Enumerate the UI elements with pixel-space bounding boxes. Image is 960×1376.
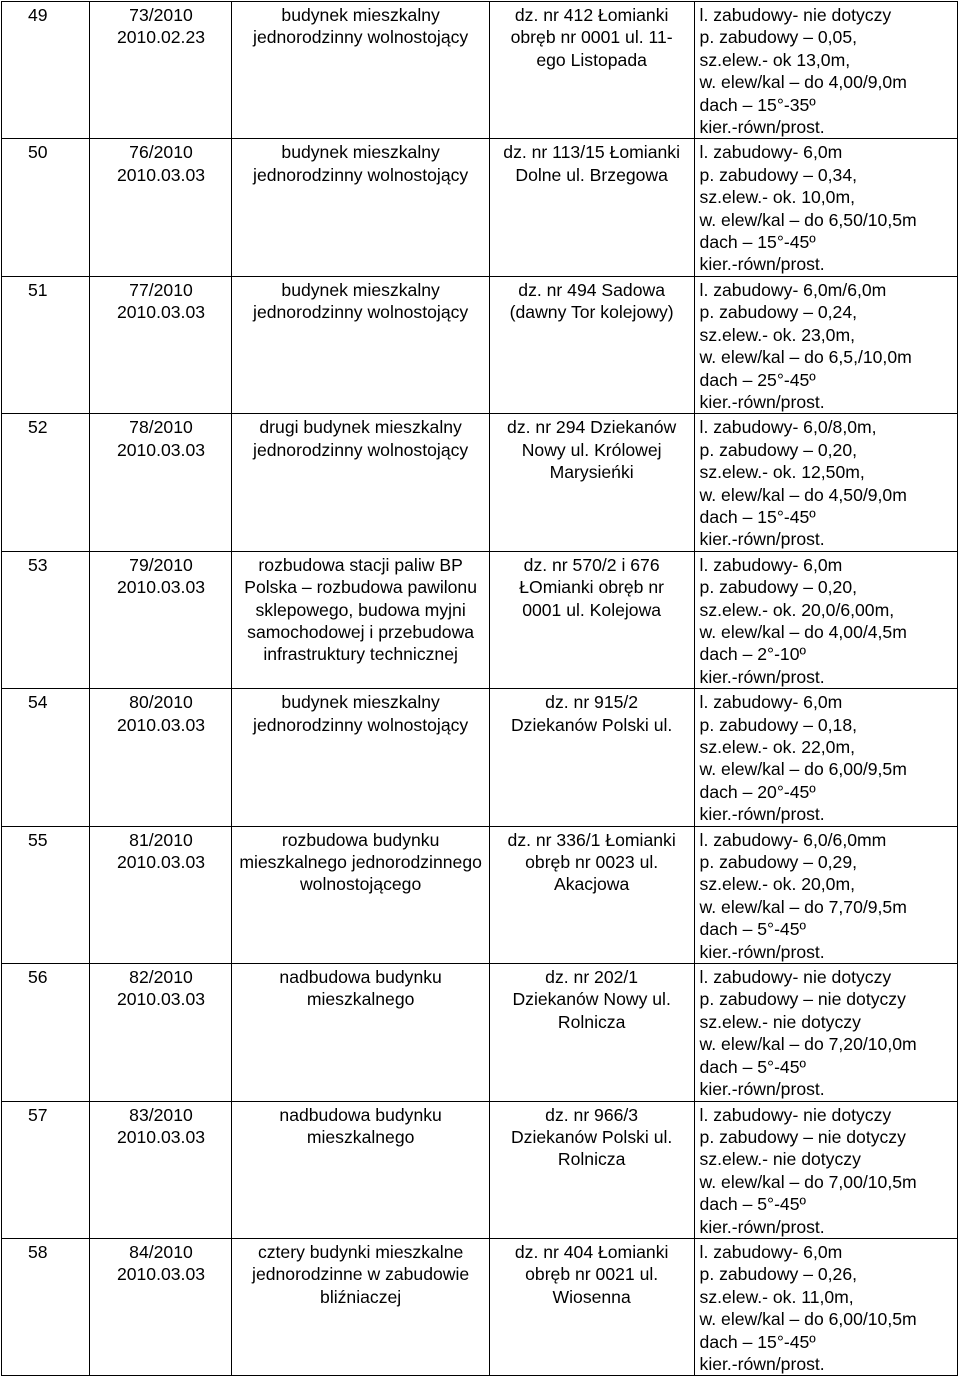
table-row — [2, 1238, 958, 1375]
case-number-line: 2010.03.03 — [116, 1264, 206, 1285]
parameter-line: dach – 5°-45º — [699, 1194, 806, 1215]
parameters-cell — [694, 964, 957, 1101]
table-row — [2, 1101, 958, 1238]
parameter-line: sz.elew.- nie dotyczy — [699, 1011, 861, 1032]
case-number-cell — [90, 689, 232, 826]
description-cell — [232, 139, 489, 276]
parameter-line: p. zabudowy – 0,34, — [699, 164, 858, 185]
description-line: mieszkalnego jednorodzinnego — [239, 852, 482, 873]
row-number: 53 — [28, 554, 48, 575]
case-number-line: 2010.03.03 — [116, 1126, 206, 1147]
case-number-line: 2010.03.03 — [116, 989, 206, 1010]
case-number-cell — [90, 2, 232, 139]
description-cell — [232, 1238, 489, 1375]
decisions-table — [1, 1, 958, 1376]
parameter-line: sz.elew.- ok. 23,0m, — [699, 324, 856, 345]
case-number-cell — [90, 551, 232, 688]
description-line: cztery budynki mieszkalne — [257, 1241, 464, 1262]
decisions-table-body — [2, 2, 958, 1376]
parameter-line: sz.elew.- ok. 11,0m, — [699, 1286, 854, 1307]
parameters-cell — [694, 1101, 957, 1238]
parameter-line: sz.elew.- nie dotyczy — [699, 1149, 861, 1170]
location-line: Marysieńki — [549, 462, 634, 483]
location-cell — [489, 826, 694, 963]
table-row — [2, 964, 958, 1101]
location-line: dz. nr 336/1 Łomianki — [507, 829, 676, 850]
parameters-cell — [694, 276, 957, 413]
parameter-line: dach – 15°-35º — [699, 94, 816, 115]
description-line: mieszkalnego — [306, 1126, 415, 1147]
case-number-line: 2010.03.03 — [116, 577, 206, 598]
parameter-line: kier.-równ/prost. — [699, 254, 825, 275]
row-number: 56 — [28, 967, 48, 988]
case-number-cell — [90, 414, 232, 551]
description-line: jednorodzinny wolnostojący — [253, 302, 469, 323]
parameter-line: sz.elew.- ok. 22,0m, — [699, 737, 856, 757]
location-line: dz. nr 294 Dziekanów — [507, 417, 677, 438]
parameter-line: kier.-równ/prost. — [699, 1216, 825, 1237]
location-line: dz. nr 113/15 Łomianki — [503, 142, 680, 163]
location-line: dz. nr 202/1 — [545, 967, 639, 988]
parameters-cell — [694, 139, 957, 276]
description-line: budynek mieszkalny — [281, 692, 440, 713]
description-cell — [232, 276, 489, 413]
case-number-line: 2010.03.03 — [116, 164, 206, 185]
parameter-line: l. zabudowy- nie dotyczy — [699, 967, 892, 988]
table-row — [2, 551, 958, 688]
parameter-line: w. elew/kal – do 7,70/9,5m — [699, 896, 907, 917]
description-line: Polska – rozbudowa pawilonu — [244, 577, 477, 598]
description-cell — [232, 689, 489, 826]
table-row — [2, 414, 958, 551]
table-row — [2, 2, 958, 139]
parameter-line: dach – 5°-45º — [699, 919, 806, 940]
row-number: 58 — [28, 1241, 48, 1262]
parameter-line: p. zabudowy – 0,29, — [699, 852, 858, 873]
description-cell — [232, 551, 489, 688]
location-line: Dziekanów Polski ul. — [510, 714, 673, 735]
description-cell — [232, 964, 489, 1101]
parameter-line: l. zabudowy- 6,0/8,0m, — [699, 417, 877, 438]
row-number-cell — [2, 276, 90, 413]
description-line: jednorodzinny wolnostojący — [253, 27, 469, 48]
parameters-cell — [694, 1238, 957, 1375]
parameter-line: dach – 15°-45º — [699, 1331, 816, 1352]
parameter-line: dach – 2°-10º — [699, 644, 806, 665]
parameter-line: kier.-równ/prost. — [699, 666, 825, 687]
table-row — [2, 276, 958, 413]
description-line: infrastruktury technicznej — [263, 644, 458, 665]
description-line: budynek mieszkalny — [281, 142, 440, 163]
description-line: nadbudowa budynku — [279, 1104, 442, 1125]
parameter-line: p. zabudowy – 0,20, — [699, 577, 858, 598]
parameters-cell — [694, 826, 957, 963]
parameter-line: l. zabudowy- 6,0m — [699, 692, 843, 713]
case-number-line: 80/2010 — [129, 692, 193, 713]
location-line: dz. nr 915/2 — [545, 692, 639, 713]
parameter-line: l. zabudowy- 6,0m — [699, 554, 843, 575]
parameter-line: l. zabudowy- 6,0m — [699, 1241, 843, 1262]
case-number-line: 2010.03.03 — [116, 714, 206, 735]
location-line: dz. nr 570/2 i 676 — [523, 554, 660, 575]
case-number-line: 82/2010 — [129, 967, 193, 988]
parameter-line: w. elew/kal – do 7,20/10,0m — [699, 1034, 917, 1055]
parameter-line: dach – 15°-45º — [699, 232, 816, 253]
description-line: jednorodzinny wolnostojący — [253, 439, 469, 460]
location-line: (dawny Tor kolejowy) — [509, 302, 674, 323]
location-cell — [489, 1238, 694, 1375]
location-line: obręb nr 0023 ul. — [525, 852, 659, 873]
description-cell — [232, 414, 489, 551]
location-line: dz. nr 494 Sadowa — [518, 279, 665, 300]
parameter-line: l. zabudowy- nie dotyczy — [699, 5, 892, 25]
parameters-cell — [694, 689, 957, 826]
location-line: obręb nr 0021 ul. — [525, 1264, 659, 1285]
case-number-line: 84/2010 — [129, 1241, 193, 1262]
case-number-cell — [90, 1238, 232, 1375]
location-line: ŁOmianki obręb nr — [519, 577, 664, 598]
description-line: samochodowej i przebudowa — [247, 621, 475, 642]
description-line: drugi budynek mieszkalny — [259, 417, 462, 438]
location-line: Dolne ul. Brzegowa — [515, 164, 668, 185]
parameter-line: p. zabudowy – 0,26, — [699, 1264, 858, 1285]
row-number-cell — [2, 139, 90, 276]
parameter-line: dach – 5°-45º — [699, 1056, 806, 1077]
description-line: rozbudowa budynku — [281, 829, 440, 850]
parameter-line: kier.-równ/prost. — [699, 391, 825, 412]
case-number-cell — [90, 1101, 232, 1238]
parameter-line: l. zabudowy- 6,0/6,0mm — [699, 829, 887, 850]
description-line: nadbudowa budynku — [279, 967, 442, 988]
description-line: jednorodzinny wolnostojący — [253, 714, 469, 735]
parameters-cell — [694, 551, 957, 688]
parameter-line: sz.elew.- ok. 12,50m, — [699, 462, 865, 483]
parameter-line: kier.-równ/prost. — [699, 804, 825, 825]
table-row — [2, 826, 958, 963]
parameter-line: kier.-równ/prost. — [699, 117, 825, 138]
description-cell — [232, 1101, 489, 1238]
location-line: dz. nr 404 Łomianki — [514, 1241, 669, 1262]
case-number-line: 73/2010 — [129, 5, 193, 25]
case-number-line: 2010.03.03 — [116, 852, 206, 873]
parameter-line: w. elew/kal – do 6,5,/10,0m — [699, 347, 912, 368]
parameter-line: p. zabudowy – 0,20, — [699, 439, 858, 460]
location-line: obręb nr 0001 ul. 11- — [510, 27, 673, 48]
description-line: bliźniaczej — [320, 1286, 402, 1307]
parameter-line: w. elew/kal – do 6,50/10,5m — [699, 209, 917, 230]
location-cell — [489, 2, 694, 139]
parameter-line: l. zabudowy- 6,0m — [699, 142, 843, 163]
description-line: jednorodzinne w zabudowie — [252, 1264, 470, 1285]
case-number-line: 2010.02.23 — [116, 27, 206, 48]
parameter-line: w. elew/kal – do 4,00/4,5m — [699, 621, 907, 642]
case-number-line: 2010.03.03 — [116, 439, 206, 460]
row-number: 54 — [28, 692, 48, 713]
location-line: dz. nr 412 Łomianki — [514, 5, 669, 25]
parameter-line: w. elew/kal – do 4,00/9,0m — [699, 72, 907, 93]
case-number-line: 81/2010 — [129, 829, 193, 850]
location-line: Rolnicza — [557, 1149, 626, 1170]
parameter-line: sz.elew.- ok. 10,0m, — [699, 187, 856, 208]
row-number-cell — [2, 551, 90, 688]
location-cell — [489, 964, 694, 1101]
location-cell — [489, 276, 694, 413]
row-number: 49 — [28, 5, 48, 25]
parameter-line: sz.elew.- ok. 20,0/6,00m, — [699, 599, 895, 620]
row-number-cell — [2, 1101, 90, 1238]
parameter-line: p. zabudowy – nie dotyczy — [699, 1126, 906, 1147]
parameter-line: kier.-równ/prost. — [699, 1079, 825, 1100]
row-number: 51 — [28, 279, 48, 300]
parameter-line: dach – 15°-45º — [699, 506, 816, 527]
parameter-line: w. elew/kal – do 4,50/9,0m — [699, 484, 907, 505]
description-cell — [232, 2, 489, 139]
parameter-line: w. elew/kal – do 7,00/10,5m — [699, 1171, 917, 1192]
table-row — [2, 689, 958, 826]
location-cell — [489, 689, 694, 826]
parameter-line: sz.elew.- ok 13,0m, — [699, 49, 851, 70]
description-line: wolnostojącego — [299, 874, 422, 895]
parameter-line: kier.-równ/prost. — [699, 1353, 825, 1374]
case-number-cell — [90, 826, 232, 963]
row-number-cell — [2, 826, 90, 963]
location-line: dz. nr 966/3 — [545, 1104, 639, 1125]
row-number: 57 — [28, 1104, 48, 1125]
row-number-cell — [2, 2, 90, 139]
parameter-line: w. elew/kal – do 6,00/9,5m — [699, 759, 907, 780]
location-line: Rolnicza — [557, 1011, 626, 1032]
location-line: ego Listopada — [536, 49, 647, 70]
row-number: 52 — [28, 417, 48, 438]
row-number-cell — [2, 964, 90, 1101]
case-number-cell — [90, 276, 232, 413]
description-line: jednorodzinny wolnostojący — [253, 164, 469, 185]
location-cell — [489, 1101, 694, 1238]
parameter-line: w. elew/kal – do 6,00/10,5m — [699, 1309, 917, 1330]
parameter-line: p. zabudowy – 0,18, — [699, 714, 858, 735]
parameter-line: p. zabudowy – 0,24, — [699, 302, 858, 323]
parameter-line: kier.-równ/prost. — [699, 941, 825, 962]
case-number-line: 2010.03.03 — [116, 302, 206, 323]
location-cell — [489, 139, 694, 276]
location-line: Wiosenna — [552, 1286, 631, 1307]
location-line: Akacjowa — [553, 874, 630, 895]
parameter-line: l. zabudowy- nie dotyczy — [699, 1104, 892, 1125]
case-number-cell — [90, 964, 232, 1101]
description-line: mieszkalnego — [306, 989, 415, 1010]
row-number-cell — [2, 689, 90, 826]
parameters-cell — [694, 414, 957, 551]
case-number-line: 83/2010 — [129, 1104, 193, 1125]
case-number-line: 76/2010 — [129, 142, 193, 163]
location-cell — [489, 551, 694, 688]
case-number-cell — [90, 139, 232, 276]
case-number-line: 78/2010 — [129, 417, 193, 438]
row-number-cell — [2, 1238, 90, 1375]
description-line: rozbudowa stacji paliw BP — [258, 554, 463, 575]
location-cell — [489, 414, 694, 551]
description-line: budynek mieszkalny — [281, 279, 440, 300]
location-line: Dziekanów Polski ul. — [510, 1126, 673, 1147]
location-line: Nowy ul. Królowej — [521, 439, 662, 460]
parameter-line: dach – 25°-45º — [699, 369, 816, 390]
description-cell — [232, 826, 489, 963]
parameter-line: p. zabudowy – nie dotyczy — [699, 989, 906, 1010]
table-row — [2, 139, 958, 276]
parameter-line: sz.elew.- ok. 20,0m, — [699, 874, 856, 895]
parameter-line: l. zabudowy- 6,0m/6,0m — [699, 279, 887, 300]
location-line: Dziekanów Nowy ul. — [512, 989, 671, 1010]
case-number-line: 79/2010 — [129, 554, 193, 575]
row-number: 50 — [28, 142, 48, 163]
row-number-cell — [2, 414, 90, 551]
description-line: budynek mieszkalny — [281, 5, 440, 25]
parameters-cell — [694, 2, 957, 139]
parameter-line: dach – 20°-45º — [699, 781, 816, 802]
case-number-line: 77/2010 — [129, 279, 193, 300]
description-line: sklepowego, budowa myjni — [255, 599, 466, 620]
parameter-line: p. zabudowy – 0,05, — [699, 27, 858, 48]
parameter-line: kier.-równ/prost. — [699, 529, 825, 550]
row-number: 55 — [28, 829, 48, 850]
location-line: 0001 ul. Kolejowa — [522, 599, 662, 620]
